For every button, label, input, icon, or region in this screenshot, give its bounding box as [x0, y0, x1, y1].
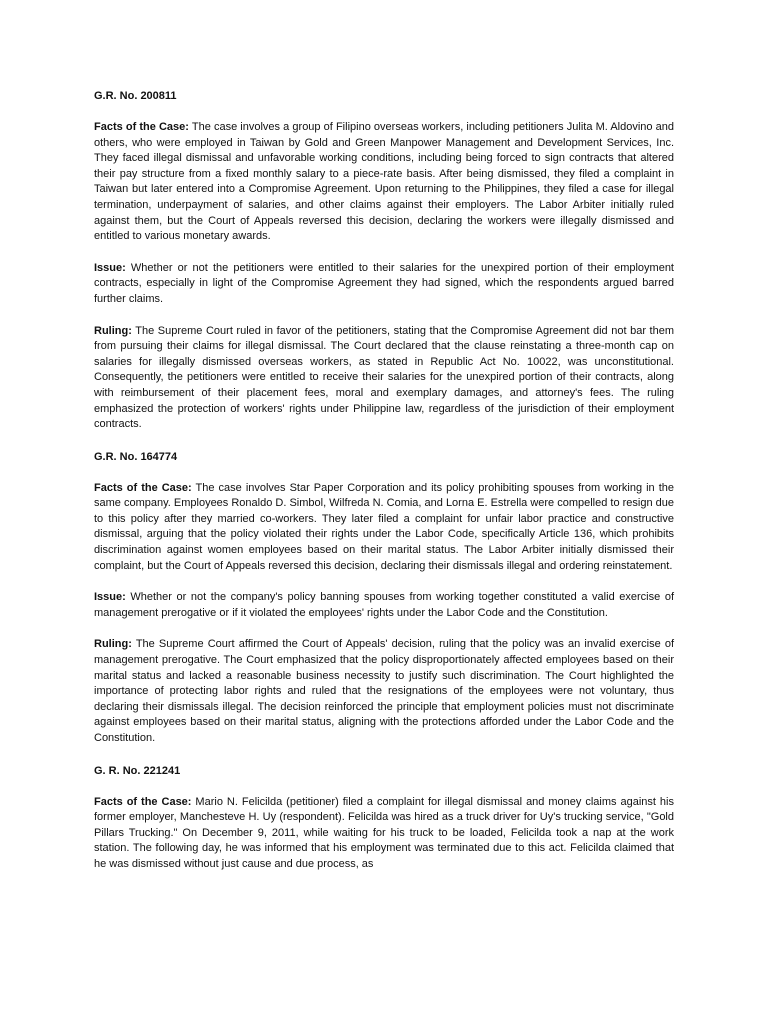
issue-paragraph — [94, 590, 674, 621]
facts-label: Facts of the Case: — [94, 795, 192, 808]
facts-label: Facts of the Case: — [94, 481, 192, 494]
issue-text: Whether or not the company's policy banning spouses from working together constituted a valid exercise of management prerogative or if it violated the employees' rights under the Labor Code and the Constitution. — [94, 591, 674, 619]
case-title: G.R. No. 200811 — [94, 90, 177, 102]
ruling-label: Ruling: — [94, 638, 132, 651]
facts-paragraph — [94, 795, 674, 873]
facts-text: The case involves a group of Filipino overseas workers, including petitioners Julita M. Aldovino and others, who were employed in Taiwan by Gold and Green Manpower Management and Development Services, Inc. They faced illegal dismissal and unfavorable working conditions, including being forced to sign contracts that altered their pay structure from a fixed monthly salary to a piece-rate basis. After being dismissed, they filed a complaint in Taiwan but later entered into a Compromise Agreement. Upon returning to the Philippines, they filed a case for illegal termination, underpayment of salaries, and other claims against their employers. The Labor Arbiter initially ruled against them, but the Court of Appeals reversed this decision, declaring the workers were illegally dismissed and entitled to various monetary awards. — [94, 121, 674, 243]
case-title: G. R. No. 221241 — [94, 764, 181, 777]
ruling-paragraph — [94, 637, 674, 746]
case-block-221241 — [94, 763, 674, 873]
ruling-text: The Supreme Court ruled in favor of the petitioners, stating that the Compromise Agreement did not bar them from pursuing their claims for illegal dismissal. The Court declared that the clause reinstating a three-month cap on salaries for illegally dismissed overseas workers, as stated in Republic Act No. 10022, was unconstitutional. Consequently, the petitioners were entitled to receive their salaries for the unexpired portion of their contracts, along with reimbursement of their placement fees, moral and exemplary damages, and attorney's fees. The ruling emphasized the protection of workers' rights under Philippine law, regardless of the jurisdiction of their employment contracts. — [94, 324, 674, 431]
facts-label: Facts of the Case: — [94, 121, 189, 133]
issue-text: Whether or not the petitioners were entitled to their salaries for the unexpired portion of their employment contracts, especially in light of the Compromise Agreement they had signed, which the respondents argued barred further claims. — [94, 261, 674, 305]
case-block-164774 — [94, 449, 674, 747]
ruling-paragraph — [94, 324, 674, 433]
facts-text: The case involves Star Paper Corporation and its policy prohibiting spouses from working in the same company. Employees Ronaldo D. Simbol, Wilfreda N. Comia, and Lorna E. Estrella were compelled to resign due to this policy after they married co-workers. They later filed a complaint for unfair labor practice and constructive dismissal, arguing that the policy violated their rights under the Labor Code, specifically Article 136, which prohibits discrimination against women employees based on their marital status. The Labor Arbiter initially dismissed their complaint, but the Court of Appeals reversed this decision, declaring their dismissals illegal and ordering reinstatement. — [94, 481, 675, 572]
ruling-text: The Supreme Court affirmed the Court of Appeals' decision, ruling that the policy was an invalid exercise of management prerogative. The Court emphasized that the policy disproportionately affected employees based on their marital status and lacked a reasonable business necessity to justify such discrimination. The Court highlighted the importance of protecting labor rights and ruled that the resignations of the employees were not voluntary, thus declaring their dismissals illegal. The decision reinforced the principle that employment policies must not discriminate against employees based on their marital status, aligning with the protections afforded under the Labor Code and the Constitution. — [94, 638, 674, 744]
facts-text: Mario N. Felicilda (petitioner) filed a complaint for illegal dismissal and money claims against his former employer, Manchesteve H. Uy (respondent). Felicilda was hired as a truck driver for Uy's trucking service, "Gold Pillars Trucking." On December 9, 2011, while waiting for his truck to be loaded, Felicilda took a nap at the work station. The following day, he was informed that his employment was terminated due to this act. Felicilda claimed that he was dismissed without just cause and due process, as — [94, 795, 674, 870]
case-block-200811 — [94, 88, 674, 433]
facts-paragraph — [94, 120, 674, 245]
issue-label: Issue: — [94, 591, 126, 604]
issue-label: Issue: — [94, 261, 126, 274]
case-title: G.R. No. 164774 — [94, 450, 178, 463]
facts-paragraph — [94, 481, 674, 575]
issue-paragraph — [94, 261, 674, 308]
ruling-label: Ruling: — [94, 324, 132, 337]
